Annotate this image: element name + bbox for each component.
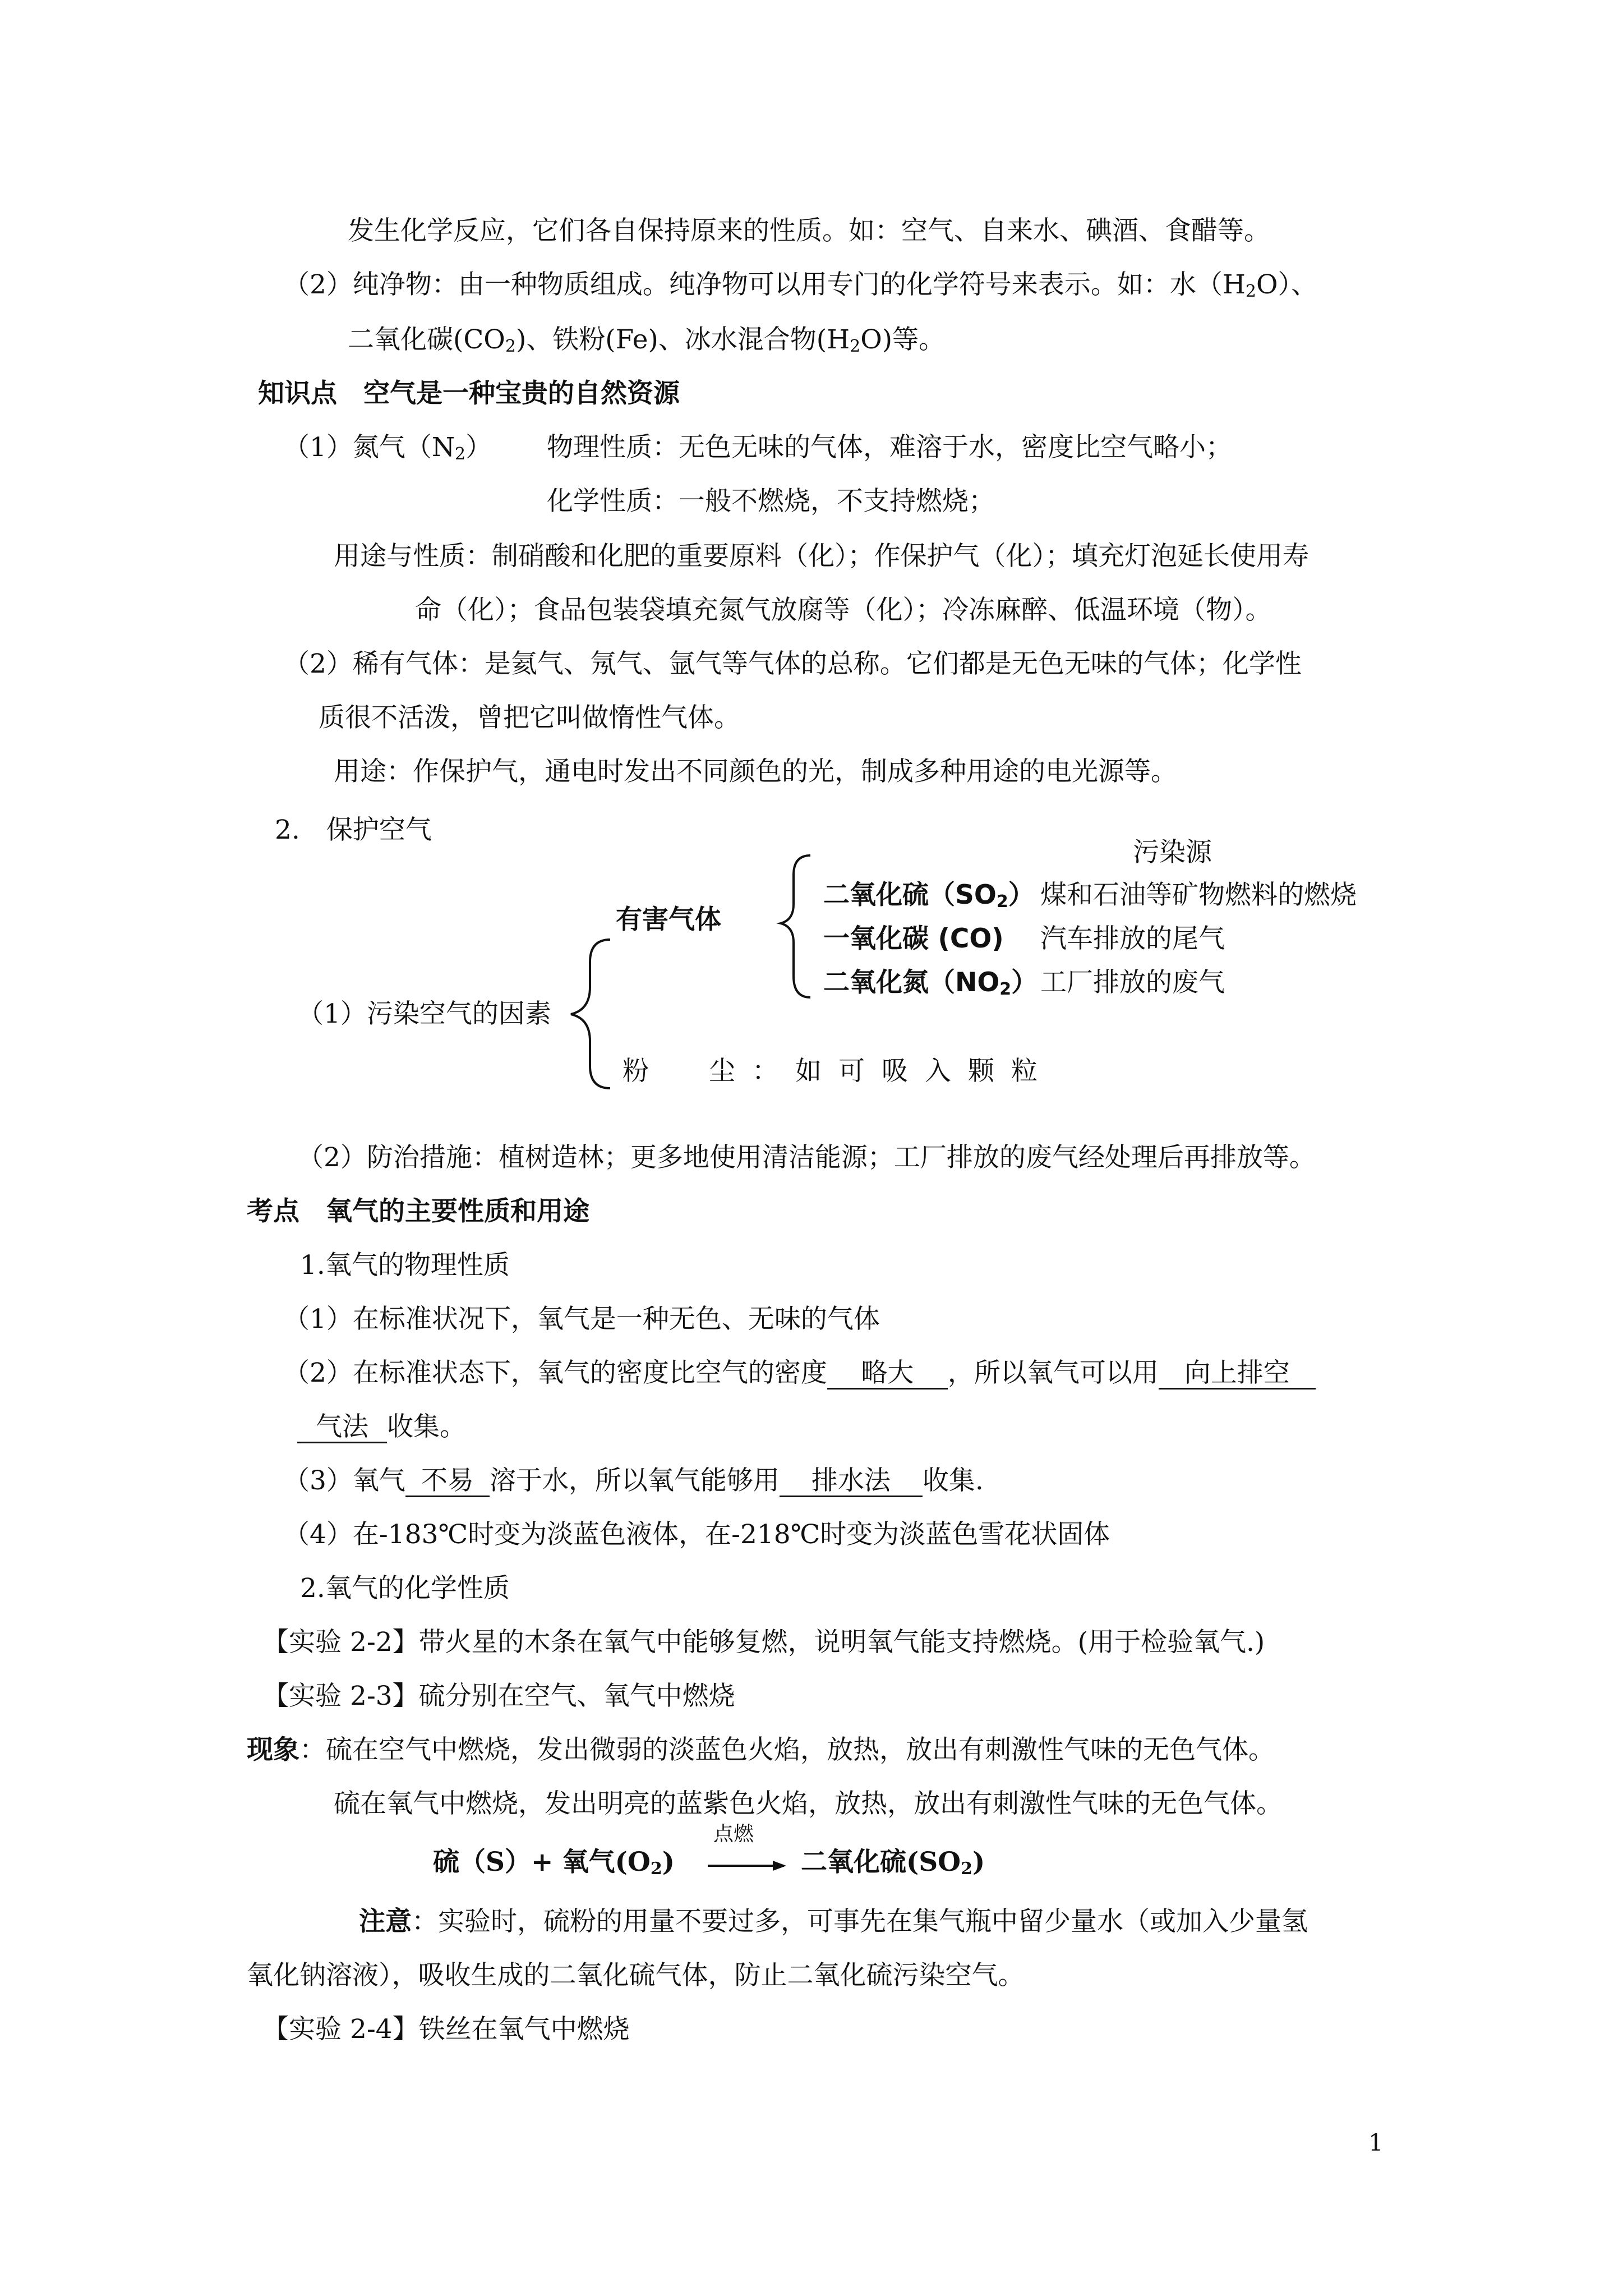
- so2-label: 二氧化硫$(SO_2)$: [823, 880, 1035, 912]
- nitrogen-name: （1）氮气$(N_2)$: [283, 432, 492, 464]
- note-line-1: 注意：实验时，硫粉的用量不要过多，可事先在集气瓶中留少量水（或加入少量氢: [359, 1906, 1308, 1937]
- answer-blank: 略大: [827, 1359, 948, 1389]
- answer-blank: 不易: [405, 1466, 490, 1497]
- phenomenon-label: 现象: [247, 1734, 299, 1765]
- oxygen-physical-4: （4）在-183℃时变为淡蓝色液体，在-218℃时变为淡蓝色雪花状固体: [283, 1519, 1110, 1550]
- no2-label: 二氧化氮$(NO_2)$: [823, 967, 1038, 999]
- page-number: 1: [1368, 2129, 1384, 2156]
- pure-substance-line-2: 二氧化碳$(CO_2)$、铁粉(Fe)、冰水混合物$(H_2O)$等。: [348, 324, 946, 356]
- oxygen-physical-2-cont: 气法 收集。: [297, 1410, 466, 1444]
- rare-gas-uses: 用途：作保护气，通电时发出不同颜色的光，制成多种用途的电光源等。: [334, 756, 1177, 787]
- pollution-factor-brace: [571, 940, 610, 1088]
- equation-left: 硫（S）+ 氧气$(O_2)$: [433, 1847, 675, 1879]
- oxygen-physical-2: （2）在标准状态下，氧气的密度比空气的密度 略大 ，所以氧气可以用 向上排空: [283, 1356, 1316, 1390]
- mixture-continuation: 发生化学反应，它们各自保持原来的性质。如：空气、自来水、碘酒、食醋等。: [348, 215, 1270, 246]
- experiment-2-2: 【实验 2-2】带火星的木条在氧气中能够复燃，说明氧气能支持燃烧。(用于检验氧气.): [262, 1627, 1265, 1658]
- co-source: 汽车排放的尾气: [1040, 923, 1225, 954]
- note-label: 注意: [359, 1906, 412, 1937]
- pollution-source-header: 污染源: [1133, 837, 1212, 868]
- co-label: 一氧化碳 (CO): [823, 923, 1004, 954]
- phenomenon-1: 现象：硫在空气中燃烧，发出微弱的淡蓝色火焰，放热，放出有刺激性气味的无色气体。: [247, 1734, 1275, 1765]
- equation-right: 二氧化硫$(SO_2)$: [801, 1847, 985, 1879]
- experiment-2-3: 【实验 2-3】硫分别在空气、氧气中燃烧: [262, 1681, 735, 1711]
- harmful-gas-label: 有害气体: [616, 904, 721, 935]
- reaction-arrow-head: [773, 1861, 786, 1871]
- oxygen-physical-1: （1）在标准状况下，氧气是一种无色、无味的气体: [283, 1304, 880, 1335]
- pollution-factor-label: （1）污染空气的因素: [297, 999, 551, 1029]
- experiment-2-4: 【实验 2-4】铁丝在氧气中燃烧: [262, 2014, 630, 2045]
- nitrogen-uses-2: 命（化）；食品包装袋填充氮气放腐等（化）；冷冻麻醉、低温环境（物）。: [415, 595, 1272, 625]
- phenomenon-2: 硫在氧气中燃烧，发出明亮的蓝紫色火焰，放热，放出有刺激性气味的无色气体。: [334, 1788, 1283, 1819]
- rare-gas-line-1: （2）稀有气体：是氦气、氖气、氩气等气体的总称。它们都是无色无味的气体；化学性: [283, 648, 1302, 679]
- answer-blank: 排水法: [780, 1466, 923, 1497]
- oxygen-physical-title: 1.氧气的物理性质: [300, 1250, 510, 1281]
- section-heading-air: 知识点 空气是一种宝贵的自然资源: [258, 378, 680, 409]
- harmful-gas-brace: [781, 855, 810, 997]
- note-line-2: 氧化钠溶液），吸收生成的二氧化硫气体，防止二氧化硫污染空气。: [247, 1960, 1025, 1991]
- nitrogen-uses-1: 用途与性质：制硝酸和化肥的重要原料（化）；作保护气（化）；填充灯泡延长使用寿: [334, 541, 1309, 572]
- answer-blank: 气法: [297, 1412, 387, 1443]
- equation-condition: 点燃: [713, 1823, 754, 1846]
- pure-substance-line-1: （2）纯净物：由一种物质组成。纯净物可以用专门的化学符号来表示。如：水$(H_2O)$、: [283, 269, 1318, 301]
- answer-blank: 向上排空: [1159, 1359, 1316, 1389]
- so2-source: 煤和石油等矿物燃料的燃烧: [1040, 880, 1357, 910]
- no2-source: 工厂排放的废气: [1040, 967, 1225, 998]
- prevention-measures: （2）防治措施：植树造林；更多地使用清洁能源；工厂排放的废气经处理后再排放等。: [297, 1142, 1316, 1173]
- nitrogen-chemical: 化学性质：一般不燃烧，不支持燃烧；: [547, 486, 995, 517]
- rare-gas-line-2: 质很不活泼，曾把它叫做惰性气体。: [319, 702, 740, 733]
- nitrogen-physical: 物理性质：无色无味的气体，难溶于水，密度比空气略小；: [547, 432, 1232, 463]
- section-heading-oxygen: 考点 氧气的主要性质和用途: [247, 1196, 589, 1227]
- oxygen-physical-3: （3）氧气 不易 溶于水，所以氧气能够用 排水法 收集.: [283, 1465, 984, 1496]
- oxygen-chemical-title: 2.氧气的化学性质: [300, 1573, 510, 1604]
- protect-air-title: 2. 保护空气: [275, 815, 432, 845]
- dust-label: 粉 尘：如可吸入颗粒: [623, 1056, 1054, 1087]
